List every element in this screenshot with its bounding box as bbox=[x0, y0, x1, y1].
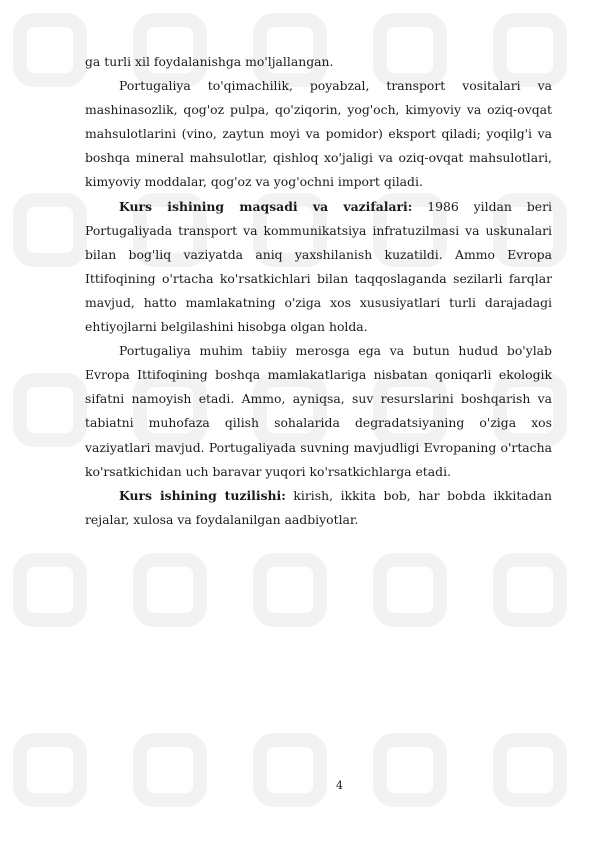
paragraph-continuation: ga turli xil foydalanishga mo'ljallangan. bbox=[85, 54, 334, 69]
document-page-body bbox=[85, 50, 552, 532]
paragraph-natural-heritage: Portugaliya muhim tabiiy merosga ega va butun hudud bo'ylab Evropa Ittifoqining boshqa mamlakatlariga nisbatan qoniqarli ekologik sifatni namoyish etadi. Ammo, ayniqsa, suv resurslarini boshqarish va tabiatni muhofaza qilish sohalarida degradatsiyaning o'ziga xos vaziyatlari mavjud. Portugaliyada suvning mavjudligi Evropaning o'rtacha ko'rsatkichidan uch baravar yuqori ko'rsatkichlarga etadi. bbox=[85, 343, 552, 479]
structure-text: kirish, ikkita bob, har bobda ikkitadan rejalar, xulosa va foydalanilgan aadbiyotlar. bbox=[85, 487, 552, 527]
paragraph-structure bbox=[85, 484, 552, 532]
paragraph-goals bbox=[85, 195, 552, 340]
page-number: 4 bbox=[336, 779, 343, 792]
goals-text: 1986 yildan beri Portugaliyada transport va kommunikatsiya infratuzilmasi va uskunalari bilan bog'liq vaziyatda aniq yaxshilanish kuzatildi. Ammo Evropa Ittifoqining o'rtacha ko'rsatkichlari bilan taqqoslaganda sezilarli farqlar mavjud, hatto mamlakatning o'ziga xos xususiyatlari turli darajadagi ehtiyojlarni belgilashini hisobga olgan holda. bbox=[85, 198, 552, 335]
goals-heading: Kurs ishining maqsadi va vazifalari: bbox=[119, 198, 413, 214]
paragraph-exports-imports: Portugaliya to'qimachilik, poyabzal, transport vositalari va mashinasozlik, qog'oz pulpa, qo'ziqorin, yog'och, kimyoviy va oziq-ovqat mahsulotlarini (vino, zaytun moyi va pomidor) eksport qiladi; yoqilg'i va boshqa mineral mahsulotlar, qishloq xo'jaligi va oziq-ovqat mahsulotlari, kimyoviy moddalar, qog'oz va yog'ochni import qiladi. bbox=[85, 78, 552, 190]
structure-heading: Kurs ishining tuzilishi: bbox=[119, 487, 286, 503]
